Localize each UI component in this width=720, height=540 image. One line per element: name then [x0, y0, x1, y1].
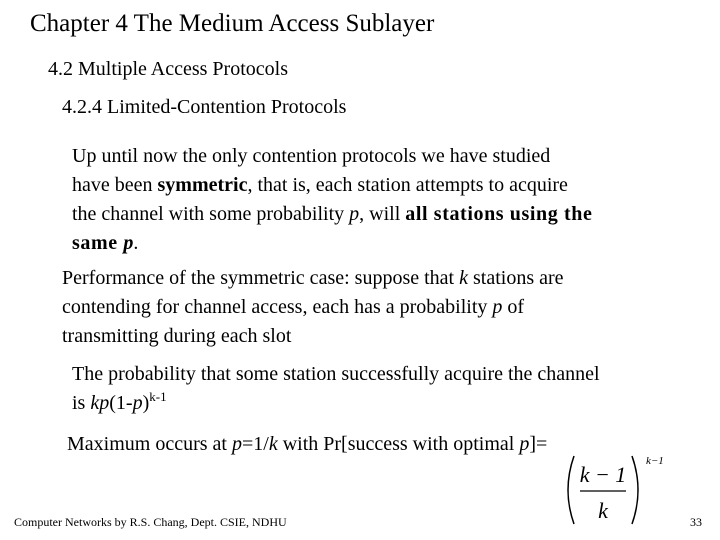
var-k: k: [459, 267, 468, 289]
section-heading: 4.2 Multiple Access Protocols: [48, 58, 288, 80]
footer-credit: Computer Networks by R.S. Chang, Dept. CSIE, NDHU: [14, 515, 287, 529]
p3-line-1: The probability that some station successfully acquire the channel: [72, 363, 600, 385]
text: contending for channel access, each has a probability: [62, 296, 493, 318]
p2-line-2: [62, 293, 564, 322]
formula-numerator: k − 1: [579, 462, 627, 487]
p1-line-1: Up until now the only contention protocols we have studied: [72, 145, 551, 167]
text: , will: [359, 203, 406, 225]
subsection-heading: 4.2.4 Limited-Contention Protocols: [62, 96, 347, 118]
var-kp: kp: [90, 392, 110, 414]
text: with Pr[success with optimal: [277, 433, 520, 455]
var-k: k: [268, 433, 278, 455]
var-p: p: [492, 296, 503, 318]
text: Performance of the symmetric case: suppose that: [62, 267, 460, 289]
optimal-probability-formula: [560, 450, 680, 530]
text: stations are: [467, 267, 564, 289]
paragraph-maximum: [67, 430, 547, 459]
var-p-bold: p: [123, 232, 134, 254]
p3-line-2: [72, 389, 600, 418]
text: Maximum occurs at: [67, 433, 232, 455]
text: have been: [72, 174, 158, 196]
p1-line-3: [72, 200, 592, 229]
p1-line-2: [72, 171, 592, 200]
var-p: p: [231, 433, 242, 455]
p2-line-1: [62, 264, 564, 293]
right-paren: [632, 456, 638, 524]
left-paren: [568, 456, 574, 524]
text: the channel with some probability: [72, 203, 350, 225]
text: , that is, each station attempts to acquire: [247, 174, 568, 196]
paragraph-probability: [72, 360, 600, 418]
exponent: k-1: [149, 389, 167, 404]
var-p: p: [132, 392, 143, 414]
page-number: 33: [690, 515, 702, 529]
p2-line-3: transmitting during each slot: [62, 325, 292, 347]
text: =1/: [241, 433, 269, 455]
text: of: [502, 296, 525, 318]
text: ]=: [529, 433, 548, 455]
slide-title: Chapter 4 The Medium Access Sublayer: [30, 10, 435, 37]
paragraph-performance: [62, 264, 564, 351]
p1-line-4: [72, 229, 592, 258]
bold-symmetric: symmetric: [157, 174, 248, 196]
bold-all-stations: all stations using the: [405, 203, 593, 225]
formula-denominator: k: [598, 498, 608, 523]
formula-exponent: k−1: [646, 455, 664, 467]
text: is: [72, 392, 91, 414]
var-p: p: [349, 203, 360, 225]
text: .: [133, 232, 139, 254]
text: (1-: [109, 392, 133, 414]
paragraph-symmetric-protocols: [72, 142, 592, 258]
bold-same: same: [72, 232, 124, 254]
text: ): [142, 392, 150, 414]
var-p: p: [519, 433, 530, 455]
